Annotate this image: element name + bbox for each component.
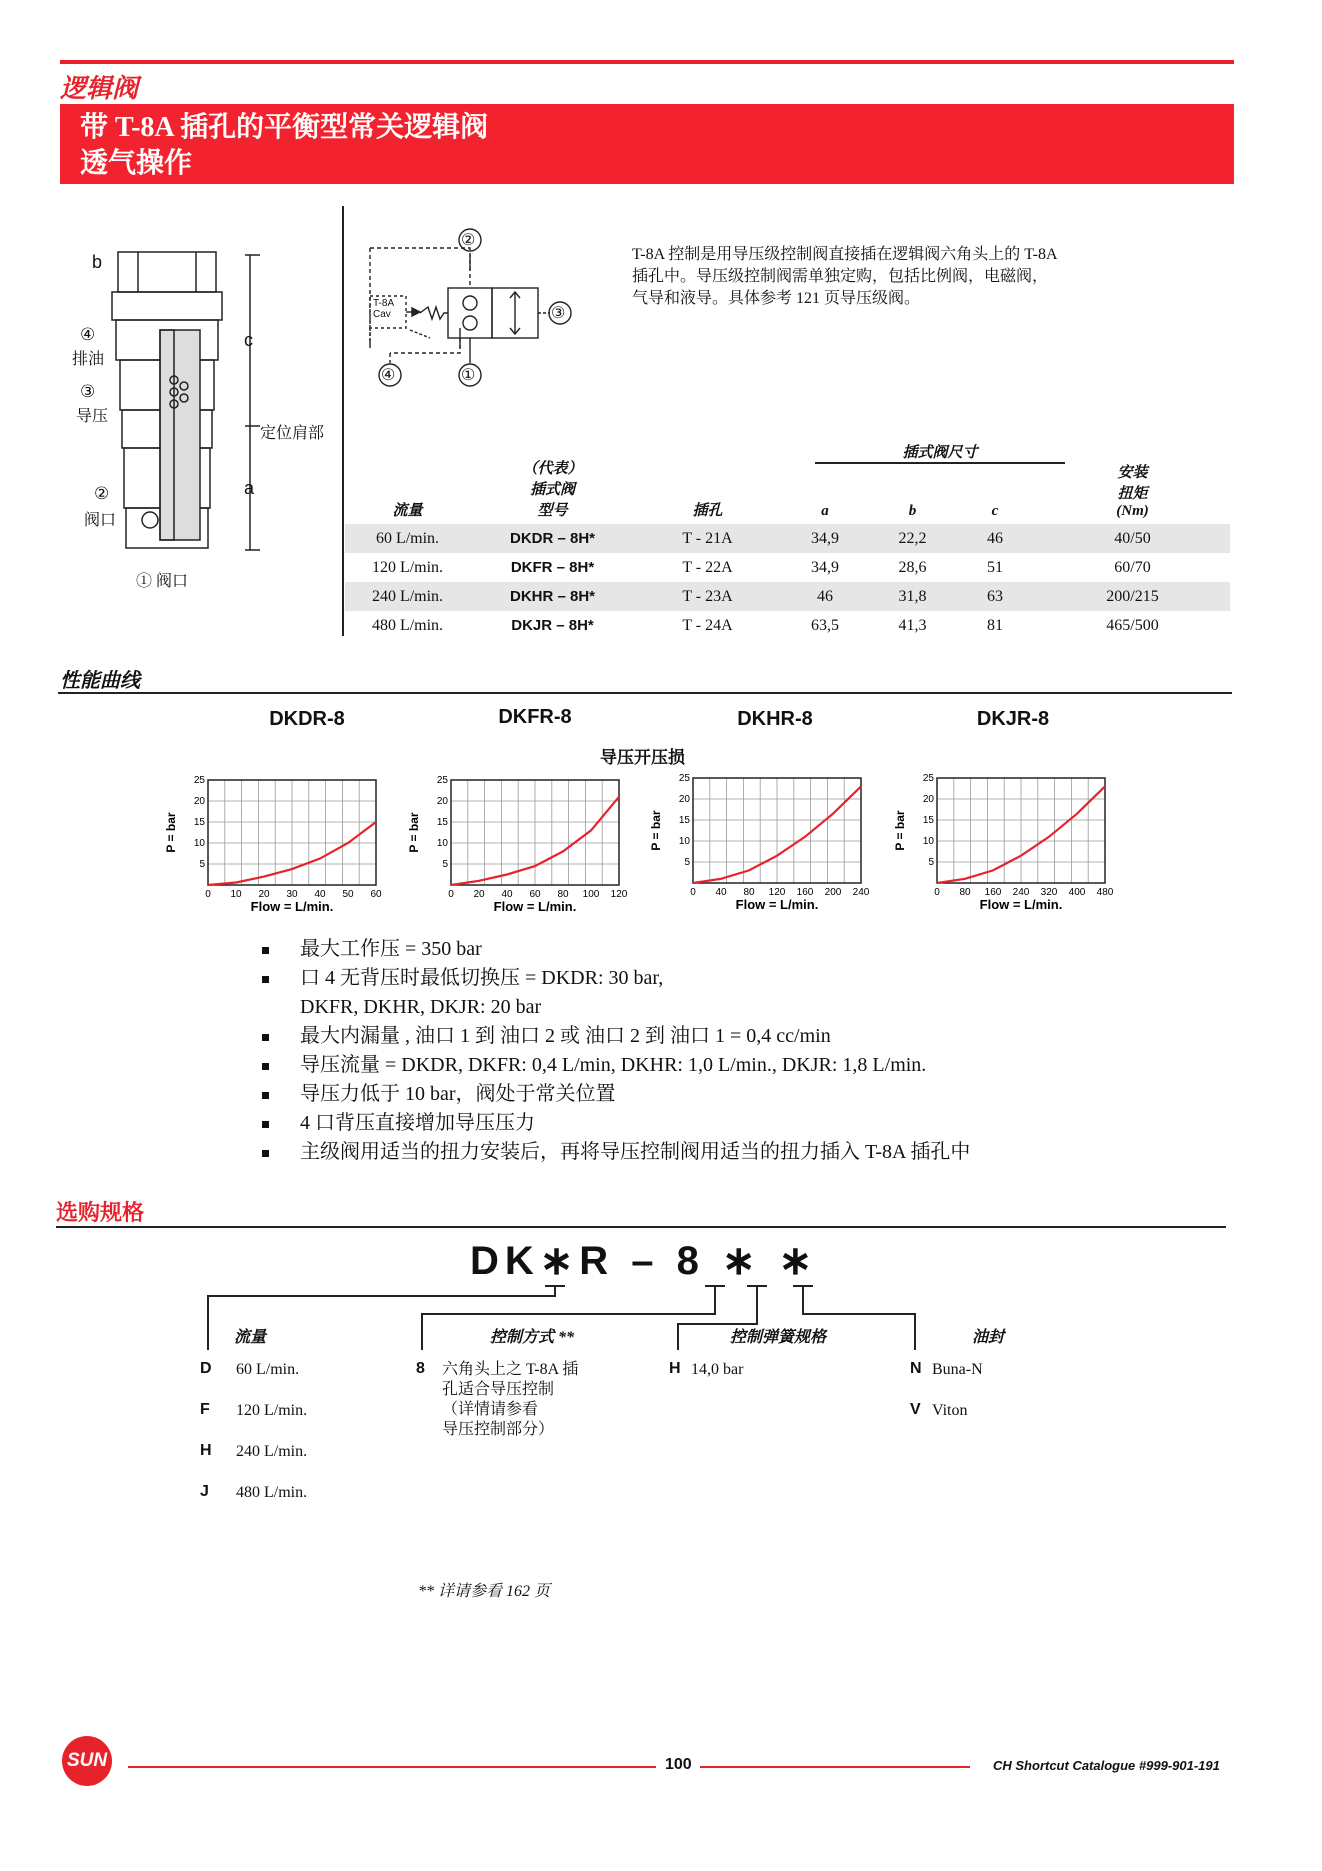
footer-rule-left xyxy=(128,1766,656,1768)
y-tick-label: 10 xyxy=(678,836,690,847)
x-axis-label: Flow = L/min. xyxy=(493,899,577,914)
schematic-cavity-label xyxy=(373,298,394,320)
y-tick-label: 25 xyxy=(678,773,690,784)
option-key: H xyxy=(200,1442,212,1459)
y-tick-label: 15 xyxy=(678,815,690,826)
list-item: 导压力低于 10 bar，阀处于常关位置 xyxy=(262,1080,970,1109)
sun-logo: SUN xyxy=(62,1736,112,1786)
list-item: 最大内漏量 , 油口 1 到 油口 2 或 油口 2 到 油口 1 = 0,4 cc/min xyxy=(262,1022,970,1051)
port4-label: 排油 xyxy=(72,351,105,368)
x-tick-label: 0 xyxy=(205,889,211,900)
torque-header-2: 扭矩 xyxy=(1117,486,1148,502)
cell-torque: 200/215 xyxy=(1035,582,1230,611)
x-tick-label: 80 xyxy=(743,887,755,898)
x-tick-label: 60 xyxy=(529,889,541,900)
col-a: a xyxy=(821,503,829,519)
y-axis-label: P = bar xyxy=(649,810,663,851)
model-header-3: 型号 xyxy=(537,503,568,519)
cell-a: 34,9 xyxy=(780,524,870,553)
chart-title-dkfr: DKFR-8 xyxy=(498,706,572,728)
ordering-section-title: 选购规格 xyxy=(56,1200,145,1225)
table-row xyxy=(345,524,1230,553)
cell-b: 31,8 xyxy=(870,582,955,611)
x-tick-label: 120 xyxy=(768,887,786,898)
cavity-line-1: T-8A xyxy=(373,298,395,309)
title-line-2: 透气操作 xyxy=(80,148,193,179)
x-tick-label: 120 xyxy=(610,889,628,900)
chart-title-dkdr: DKDR-8 xyxy=(269,708,345,730)
order-col-seal-header: 油封 xyxy=(972,1329,1005,1346)
bullet-text-cont: DKFR, DKHR, DKJR: 20 bar xyxy=(300,996,542,1018)
port3-label: 导压 xyxy=(76,408,109,425)
cell-b: 41,3 xyxy=(898,616,927,634)
option-value: 240 L/min. xyxy=(236,1443,308,1460)
option-line: （详情请参看 xyxy=(442,1401,539,1418)
list-item: 最大工作压 = 350 bar xyxy=(262,935,970,964)
y-axis-label: P = bar xyxy=(164,812,178,853)
x-tick-label: 160 xyxy=(984,887,1002,898)
list-item: 导压流量 = DKDR, DKFR: 0,4 L/min, DKHR: 1,0 L/min., DKJR: 1,8 L/min. xyxy=(262,1051,970,1080)
option-line: 孔适合导压控制 xyxy=(442,1381,555,1398)
chart-title-dkhr: DKHR-8 xyxy=(737,708,813,730)
y-tick-label: 5 xyxy=(928,857,934,868)
cell-flow: 60 L/min. xyxy=(345,524,470,553)
x-axis-label: Flow = L/min. xyxy=(250,899,334,914)
option-value: 60 L/min. xyxy=(236,1361,300,1378)
y-axis-label: P = bar xyxy=(893,810,907,851)
chart-svg xyxy=(403,770,633,920)
cell-c: 63 xyxy=(955,582,1035,611)
option-line: 导压控制部分） xyxy=(442,1421,555,1438)
x-tick-label: 20 xyxy=(258,889,270,900)
port1-label: ① 阀口 xyxy=(136,573,189,590)
dim-label-c: c xyxy=(244,330,253,350)
list-item: 4 口背压直接增加导压压力 xyxy=(262,1109,970,1138)
option-value: Buna-N xyxy=(932,1361,983,1378)
cell-model: DKHR – 8H* xyxy=(470,582,635,611)
cell-model: DKJR – 8H* xyxy=(511,617,594,634)
cell-torque: 60/70 xyxy=(1114,558,1151,576)
spec-table xyxy=(345,440,1230,640)
table-row xyxy=(345,553,1230,582)
x-tick-label: 10 xyxy=(230,889,242,900)
option-value: 480 L/min. xyxy=(236,1484,308,1501)
option-key: D xyxy=(200,1360,212,1377)
cell-flow: 120 L/min. xyxy=(371,558,444,576)
x-tick-label: 80 xyxy=(557,889,569,900)
list-item: 主级阀用适当的扭力安装后，再将导压控制阀用适当的扭力插入 T-8A 插孔中 xyxy=(262,1138,970,1167)
col-flow: 流量 xyxy=(392,503,423,519)
option-value: 120 L/min. xyxy=(236,1402,308,1419)
option-key: V xyxy=(910,1401,921,1418)
port4-number: ④ xyxy=(80,325,96,344)
cell-torque: 40/50 xyxy=(1035,524,1230,553)
option-key: J xyxy=(200,1483,209,1500)
dim-label-a: a xyxy=(244,478,255,498)
cell-a: 46 xyxy=(780,582,870,611)
option-key: N xyxy=(910,1360,922,1377)
y-tick-label: 20 xyxy=(922,794,934,805)
x-tick-label: 100 xyxy=(582,889,600,900)
option-key: F xyxy=(200,1401,210,1418)
performance-chart-dkjr xyxy=(889,768,1119,918)
cell-model: DKFR – 8H* xyxy=(510,559,595,576)
chart-svg xyxy=(889,768,1119,918)
table-row xyxy=(345,611,1230,640)
y-tick-label: 15 xyxy=(436,817,448,828)
x-tick-label: 60 xyxy=(370,889,382,900)
title-banner xyxy=(60,104,1234,184)
dim-label-b: b xyxy=(92,252,103,272)
shoulder-label: 定位肩部 xyxy=(260,425,325,442)
option-value: Viton xyxy=(932,1402,968,1419)
y-tick-label: 5 xyxy=(199,859,205,870)
x-axis-label: Flow = L/min. xyxy=(735,897,819,912)
y-tick-label: 25 xyxy=(922,773,934,784)
cell-c: 51 xyxy=(987,558,1003,576)
cell-c: 46 xyxy=(955,524,1035,553)
bullet-text: 口 4 无背压时最低切换压 = DKDR: 30 bar, xyxy=(300,967,664,989)
y-tick-label: 10 xyxy=(193,838,205,849)
x-tick-label: 20 xyxy=(473,889,485,900)
list-item xyxy=(262,964,970,1022)
dimension-group-header: 插式阀尺寸 xyxy=(902,445,978,461)
y-axis-label: P = bar xyxy=(407,812,421,853)
y-tick-label: 20 xyxy=(678,794,690,805)
schematic-port3: ③ xyxy=(551,305,566,322)
x-tick-label: 0 xyxy=(690,887,696,898)
performance-chart-dkfr xyxy=(403,770,633,920)
performance-subtitle: 导压开压损 xyxy=(600,748,685,767)
feature-list xyxy=(262,935,970,1167)
chart-svg xyxy=(645,768,875,918)
ordering-code: DK∗R – 8 ∗ ∗ xyxy=(470,1239,819,1283)
x-tick-label: 240 xyxy=(1012,887,1030,898)
ordering-section-rule xyxy=(56,1226,1226,1228)
x-tick-label: 160 xyxy=(796,887,814,898)
col-torque xyxy=(1035,440,1230,524)
option-key: H xyxy=(669,1360,681,1377)
x-tick-label: 50 xyxy=(342,889,354,900)
y-tick-label: 10 xyxy=(436,838,448,849)
x-tick-label: 30 xyxy=(286,889,298,900)
x-tick-label: 0 xyxy=(934,887,940,898)
performance-section-rule xyxy=(58,692,1232,694)
cell-flow: 240 L/min. xyxy=(345,582,470,611)
cavity-line-2: Cav xyxy=(373,309,391,320)
performance-section-title: 性能曲线 xyxy=(60,670,140,692)
category-title: 逻辑阀 xyxy=(60,74,139,103)
chart-title-dkjr: DKJR-8 xyxy=(976,708,1050,730)
cell-cavity: T - 23A xyxy=(635,582,780,611)
col-cavity: 插孔 xyxy=(692,503,723,519)
spec-header-row xyxy=(345,440,1230,524)
x-tick-label: 80 xyxy=(959,887,971,898)
y-tick-label: 20 xyxy=(193,796,205,807)
model-header-1: （代表） xyxy=(522,461,583,477)
port2-number: ② xyxy=(94,484,110,503)
y-tick-label: 10 xyxy=(922,836,934,847)
cell-cavity: T - 21A xyxy=(635,524,780,553)
col-c: c xyxy=(991,503,999,519)
schematic-port4: ④ xyxy=(381,367,396,384)
torque-header-3: (Nm) xyxy=(1116,503,1149,519)
cell-torque: 465/500 xyxy=(1106,616,1159,634)
option-value xyxy=(442,1360,632,1440)
x-tick-label: 320 xyxy=(1040,887,1058,898)
y-tick-label: 5 xyxy=(684,857,690,868)
page-number: 100 xyxy=(665,1756,692,1773)
description-text: T-8A 控制是用导压级控制阀直接插在逻辑阀六角头上的 T-8A 插孔中。导压级控制阀需单独定购，包括比例阀，电磁阀，气导和液导。具体参考 121 页导压级阀。 xyxy=(632,246,1057,307)
option-key: 8 xyxy=(416,1360,425,1377)
y-tick-label: 25 xyxy=(436,775,448,786)
port3-number: ③ xyxy=(80,382,96,401)
schematic-port2: ② xyxy=(461,232,476,249)
chart-svg xyxy=(160,770,390,920)
x-tick-label: 40 xyxy=(501,889,513,900)
x-tick-label: 0 xyxy=(448,889,454,900)
performance-chart-dkhr xyxy=(645,768,875,918)
y-tick-label: 25 xyxy=(193,775,205,786)
footer-rule-right xyxy=(700,1766,970,1768)
x-tick-label: 400 xyxy=(1068,887,1086,898)
table-row xyxy=(345,582,1230,611)
header-rule xyxy=(60,60,1234,64)
x-tick-label: 240 xyxy=(852,887,870,898)
catalogue-number: CH Shortcut Catalogue #999-901-191 xyxy=(993,1758,1220,1773)
vertical-divider xyxy=(342,206,344,636)
x-tick-label: 40 xyxy=(314,889,326,900)
order-col-control-header: 控制方式 ** xyxy=(490,1329,575,1346)
x-tick-label: 200 xyxy=(824,887,842,898)
y-tick-label: 5 xyxy=(442,859,448,870)
performance-chart-dkdr xyxy=(160,770,390,920)
cell-model: DKDR – 8H* xyxy=(470,524,635,553)
option-line: 六角头上之 T-8A 插 xyxy=(442,1361,579,1378)
y-tick-label: 20 xyxy=(436,796,448,807)
x-tick-label: 480 xyxy=(1096,887,1114,898)
y-tick-label: 15 xyxy=(922,815,934,826)
x-axis-label: Flow = L/min. xyxy=(979,897,1063,912)
option-value: 14,0 bar xyxy=(691,1361,744,1378)
schematic-port1: ① xyxy=(461,367,476,384)
ordering-footnote: ** 详请参看 162 页 xyxy=(418,1583,551,1600)
y-tick-label: 15 xyxy=(193,817,205,828)
cell-c: 81 xyxy=(987,616,1003,634)
order-col-spring-header: 控制弹簧规格 xyxy=(730,1329,827,1346)
cell-a: 63,5 xyxy=(811,616,839,634)
col-b: b xyxy=(908,503,917,519)
title-line-1: 带 T-8A 插孔的平衡型常关逻辑阀 xyxy=(80,112,489,143)
port2-label: 阀口 xyxy=(84,512,117,529)
model-header-2: 插式阀 xyxy=(529,482,575,498)
cell-flow: 480 L/min. xyxy=(371,616,444,634)
order-col-flow-header: 流量 xyxy=(234,1329,267,1346)
cell-cavity: T - 24A xyxy=(682,616,733,634)
torque-header-1: 安装 xyxy=(1117,465,1148,481)
cell-cavity: T - 22A xyxy=(682,558,733,576)
col-model xyxy=(470,440,635,524)
cell-b: 22,2 xyxy=(870,524,955,553)
cell-a: 34,9 xyxy=(811,558,839,576)
cell-b: 28,6 xyxy=(898,558,927,576)
x-tick-label: 40 xyxy=(715,887,727,898)
